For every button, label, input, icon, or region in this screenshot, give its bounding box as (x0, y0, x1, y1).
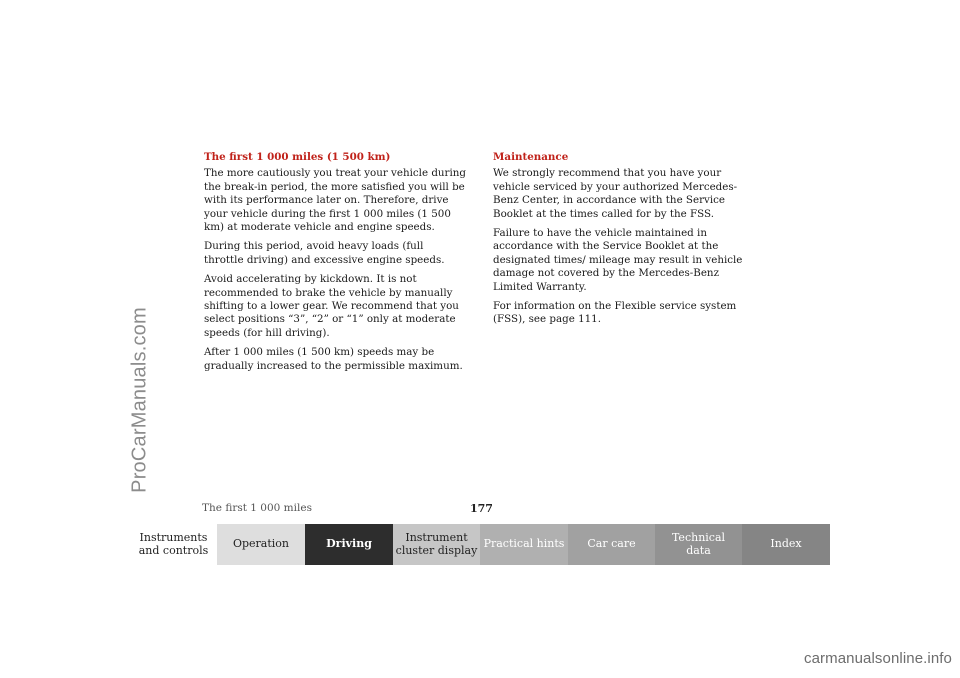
section-nav-bar (130, 524, 830, 565)
page-footer-header (0, 502, 960, 518)
page-number: 177 (470, 502, 493, 515)
paragraph: After 1 000 miles (1 500 km) speeds may be gradually increased to the permissible maximum. (204, 346, 463, 372)
side-watermark: ProCarManuals.com (128, 307, 151, 493)
paragraph: During this period, avoid heavy loads (full throttle driving) and excessive engine speeds. (204, 240, 445, 266)
tab-instrument-cluster-display[interactable] (393, 524, 480, 565)
paragraph: We strongly recommend that you have your vehicle serviced by your authorized Mercedes-Benz Center, in accordance with the Service Booklet at the times called for by the FSS. (493, 167, 738, 220)
section-heading-maintenance: Maintenance (493, 151, 569, 163)
paragraph: For information on the Flexible service system (FSS), see page 111. (493, 300, 737, 326)
tab-label: Operation (232, 537, 290, 551)
paragraph: Failure to have the vehicle maintained in accordance with the Service Booklet at the designated times/ mileage may result in vehicle damage not covered by the Mercedes-Benz Limited Warranty. (493, 227, 743, 293)
tab-operation[interactable] (217, 524, 305, 565)
tab-label: Car care (587, 537, 636, 551)
paragraph: The more cautiously you treat your vehicle during the break-in period, the more satisfied you will be with its performance later on. Therefore, drive your vehicle during the first 1 000 miles (1 500 km) at moderate vehicle and engine speeds. (204, 167, 466, 234)
tab-instruments-and-controls[interactable] (130, 524, 217, 565)
running-title: The first 1 000 miles (202, 502, 312, 514)
tab-technical-data[interactable] (655, 524, 742, 565)
tab-car-care[interactable] (568, 524, 655, 565)
tab-practical-hints[interactable] (480, 524, 568, 565)
tab-index[interactable] (742, 524, 830, 565)
tab-label: Instrument cluster display (395, 531, 478, 557)
tab-label: Driving (326, 537, 372, 551)
section-heading-first-miles: The first 1 000 miles (1 500 km) (204, 151, 391, 163)
tab-label: Instruments and controls (138, 531, 209, 557)
paragraph: Avoid accelerating by kickdown. It is not recommended to brake the vehicle by manually shifting to a lower gear. We recommend that you select positions “3”, “2” or “1” only at moderate speeds (for hill driving). (204, 273, 459, 339)
left-column (204, 151, 466, 379)
tab-label: Practical hints (483, 537, 565, 551)
right-column (493, 151, 755, 333)
tab-driving[interactable] (305, 524, 393, 565)
tab-label: Technical data (671, 531, 726, 557)
tab-label: Index (770, 537, 802, 551)
footer-watermark: carmanualsonline.info (803, 650, 952, 667)
